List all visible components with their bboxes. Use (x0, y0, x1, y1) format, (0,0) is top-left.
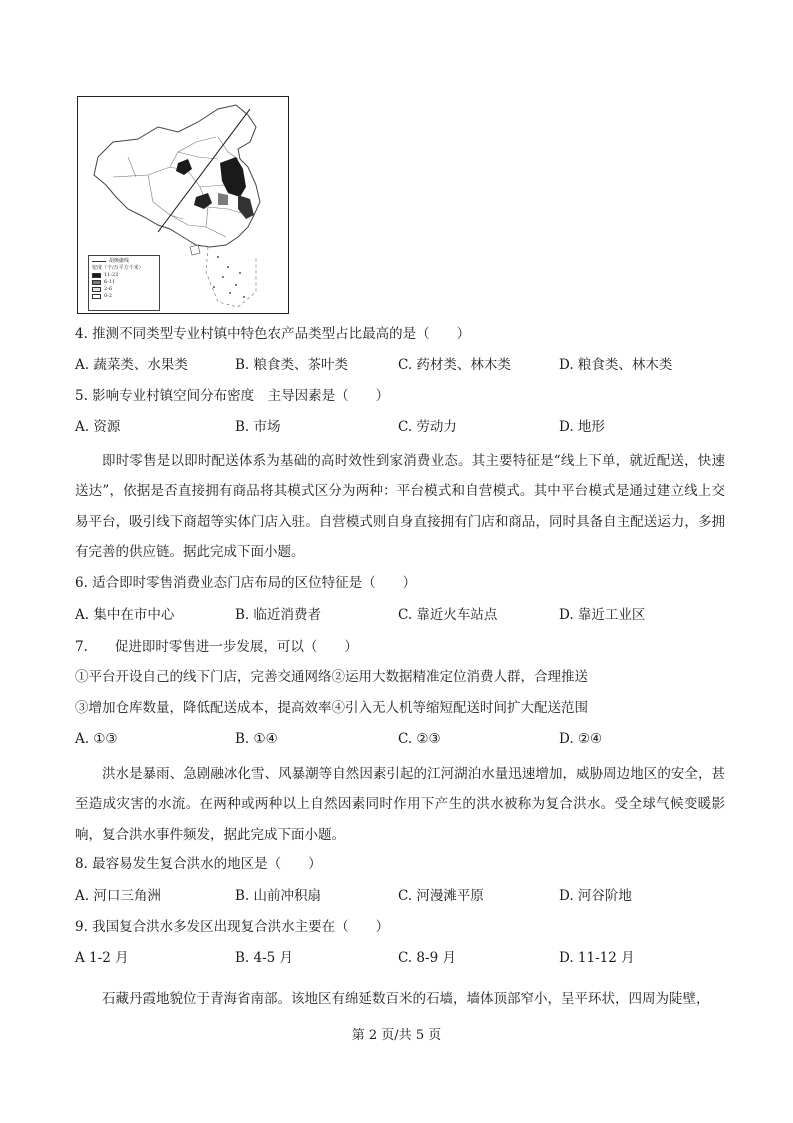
q8-stem: 8. 最容易发生复合洪水的地区是（ ） (75, 856, 322, 872)
q4-stem: 4. 推测不同类型专业村镇中特色农产品类型占比最高的是（ ） (75, 326, 471, 342)
q5-stem: 5. 影响专业村镇空间分布密度 主导因素是（ ） (75, 388, 390, 404)
q5-option-a: A. 资源 (75, 419, 121, 435)
passage-instant-retail: 即时零售是以即时配送体系为基础的高时效性到家消费业态。其主要特征是“线上下单，就近配送，快速送达”，依据是否直接拥有商品将其模式区分为两种：平台模式和自营模式。其中平台模式是通过建立线上交易平台，吸引线下商超等实体门店入驻。自营模式则自身直接拥有门店和商品，同时具备自主配送运力，多拥有完善的供应链。据此完成下面小题。 (75, 453, 725, 560)
q6-option-c: C. 靠近火车站点 (398, 607, 498, 623)
q7-option-a: A. ①③ (75, 731, 118, 747)
legend-line-swatch (92, 261, 106, 262)
legend-title: 密度（个/万平方千米） (92, 265, 144, 271)
nine-dash-line (206, 247, 256, 307)
legend-swatch-high (92, 273, 101, 278)
legend-swatch-low (92, 287, 101, 292)
shaded-region-mid (218, 193, 228, 205)
q8-option-a: A. 河口三角洲 (75, 888, 161, 904)
q9-stem: 9. 我国复合洪水多发区出现复合洪水主要在（ ） (75, 919, 390, 935)
page-footer: 第 2 页/共 5 页 (351, 1028, 442, 1043)
legend-line-label: 胡焕庸线 (109, 258, 130, 264)
hainan-island (190, 245, 200, 255)
south-china-sea-islands (213, 256, 245, 298)
passage-flood: 洪水是暴雨、急剧融冰化雪、风暴潮等自然因素引起的江河湖泊水量迅速增加，威胁周边地区的安全，甚至造成灾害的水流。在两种或两种以上自然因素同时作用下产生的洪水被称为复合洪水。受全球气候变暖影响，复合洪水事件频发，据此完成下面小题。 (75, 766, 725, 843)
q7-option-c: C. ②③ (398, 731, 441, 747)
q6-option-d: D. 靠近工业区 (559, 607, 646, 623)
china-map-figure (77, 96, 289, 314)
q5-option-c: C. 劳动力 (398, 419, 457, 435)
q4-option-c: C. 药材类、林木类 (398, 357, 511, 373)
legend-item: 0-2 (104, 293, 113, 299)
legend-item: 6-11 (104, 279, 116, 285)
q4-option-a: A. 蔬菜类、水果类 (75, 357, 188, 373)
legend-item: 11-22 (104, 272, 119, 278)
q9-option-b: B. 4-5 月 (235, 950, 294, 966)
q8-option-d: D. 河谷阶地 (559, 888, 632, 904)
q5-option-b: B. 市场 (235, 419, 281, 435)
q9-option-d: D. 11-12 月 (559, 950, 635, 966)
q5-option-d: D. 地形 (559, 419, 605, 435)
passage-danxia: 石藏丹霞地貌位于青海省南部。该地区有绵延数百米的石墙，墙体顶部窄小，呈平环状，四周为陡壁， (102, 991, 710, 1007)
q6-stem: 6. 适合即时零售消费业态门店布局的区位特征是（ ） (75, 575, 417, 591)
q9-option-c: C. 8-9 月 (398, 950, 456, 966)
legend-swatch-mid (92, 280, 101, 285)
legend-swatch-none (92, 294, 101, 299)
q7-stem: 7. 促进即时零售进一步发展，可以（ ） (75, 639, 358, 655)
q4-option-b: B. 粮食类、茶叶类 (235, 357, 349, 373)
q6-option-b: B. 临近消费者 (235, 607, 322, 623)
q4-option-d: D. 粮食类、林木类 (559, 357, 673, 373)
q7-option-b: B. ①④ (235, 731, 278, 747)
q8-option-c: C. 河漫滩平原 (398, 888, 484, 904)
q7-statement-line1: ①平台开设自己的线下门店，完善交通网络②运用大数据精准定位消费人群，合理推送 (75, 669, 588, 685)
legend-item: 2-6 (104, 286, 113, 292)
q9-option-a: A 1-2 月 (75, 950, 129, 966)
q7-option-d: D. ②④ (559, 731, 603, 747)
map-legend (88, 255, 160, 311)
q6-option-a: A. 集中在市中心 (75, 607, 175, 623)
q8-option-b: B. 山前冲积扇 (235, 888, 322, 904)
q7-statement-line2: ③增加仓库数量，降低配送成本，提高效率④引入无人机等缩短配送时间扩大配送范围 (75, 700, 588, 716)
